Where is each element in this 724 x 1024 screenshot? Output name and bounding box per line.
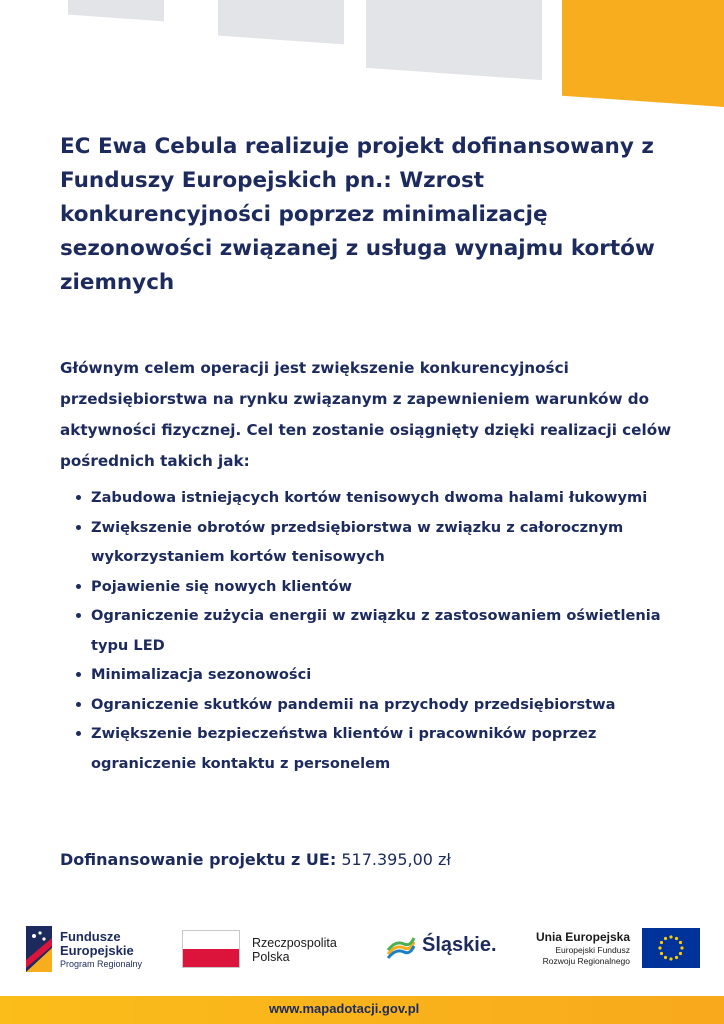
project-title: EC Ewa Cebula realizuje projekt dofinansowany z Funduszy Europejskich pn.: Wzrost konkurencyjności poprzez minimalizację sezonowości związanej z usługa wynajmu kortów ziemnych	[60, 134, 655, 295]
eu-logo-text	[530, 930, 630, 967]
decor-yellow-block	[562, 0, 724, 108]
decor-grey-block-3	[366, 0, 542, 80]
funding-label: Dofinansowanie projektu z UE:	[60, 850, 337, 869]
goal-item: Pojawienie się nowych klientów	[76, 572, 686, 602]
eu-logo-line1: Unia Europejska	[535, 930, 630, 944]
poland-flag-icon	[182, 930, 240, 968]
goal-item: Minimalizacja sezonowości	[76, 660, 686, 690]
pl-logo-line2: Polska	[252, 950, 290, 964]
fe-logo-line2: Europejskie	[60, 943, 134, 958]
slaskie-logo-text: Śląskie.	[422, 934, 497, 956]
fundusze-europejskie-icon	[26, 926, 52, 972]
pl-logo-line1: Rzeczpospolita	[252, 936, 337, 950]
slaskie-icon	[386, 934, 416, 962]
eu-logo-line2: Europejski Fundusz	[555, 945, 630, 955]
rzeczpospolita-logo-text	[252, 936, 337, 964]
footer-url-link[interactable]: www.mapadotacji.gov.pl	[269, 1001, 420, 1016]
goal-item: Ograniczenie skutków pandemii na przychody przedsiębiorstwa	[76, 690, 686, 720]
goal-item: Zwiększenie obrotów przedsiębiorstwa w związku z całorocznym wykorzystaniem kortów tenisowych	[76, 513, 686, 572]
project-intro: Głównym celem operacji jest zwiększenie konkurencyjności przedsiębiorstwa na rynku związanym z zapewnieniem warunków do aktywności fizycznej. Cel ten zostanie osiągnięty dzięki realizacji celów pośrednich takich jak:	[60, 359, 672, 470]
footer-bar	[0, 996, 724, 1024]
fe-logo-line1: Fundusze	[60, 929, 121, 944]
decor-grey-block-1	[68, 0, 164, 21]
fundusze-europejskie-logo-text	[60, 930, 142, 970]
funding-amount: 517.395,00 zł	[341, 850, 451, 869]
goal-item: Zabudowa istniejących kortów tenisowych dwoma halami łukowymi	[76, 483, 686, 513]
eu-logo-line3: Rozwoju Regionalnego	[542, 956, 630, 966]
fe-logo-line3: Program Regionalny	[60, 959, 143, 969]
eu-flag-icon	[642, 928, 700, 968]
logo-strip	[0, 918, 724, 978]
goal-item: Zwiększenie bezpieczeństwa klientów i pracowników poprzez ograniczenie kontaktu z personelem	[76, 719, 686, 778]
goals-list	[76, 483, 686, 778]
decor-grey-block-2	[218, 0, 344, 44]
goal-item: Ograniczenie zużycia energii w związku z zastosowaniem oświetlenia typu LED	[76, 601, 686, 660]
funding-line	[60, 848, 451, 872]
